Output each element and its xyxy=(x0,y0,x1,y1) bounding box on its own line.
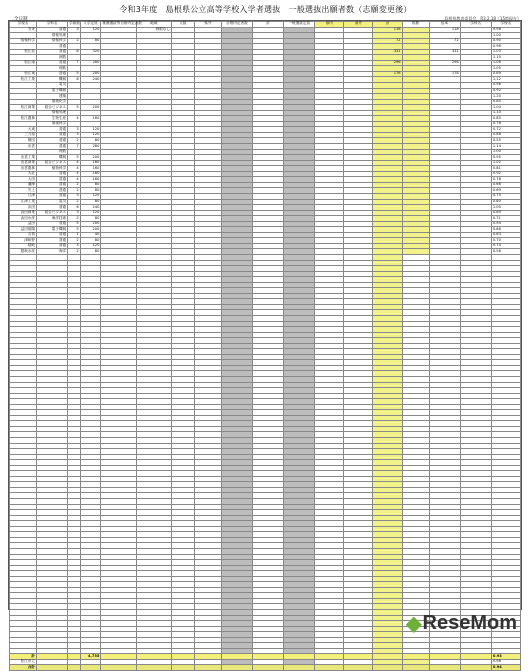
value-cell: 6 xyxy=(68,77,80,83)
resemom-logo xyxy=(406,611,517,636)
value-cell: 0.86 xyxy=(491,227,520,233)
value-cell: 5 xyxy=(68,155,80,161)
value-cell: 1.04 xyxy=(491,105,520,111)
value-cell xyxy=(80,665,101,671)
value-cell: 7 xyxy=(68,60,80,66)
value-cell: 2 xyxy=(68,199,80,205)
value-cell: 320 xyxy=(80,49,101,55)
dept-cell: 普通 xyxy=(37,193,68,199)
value-cell: 160 xyxy=(80,116,101,122)
dept-cell: 電気 xyxy=(37,83,68,89)
dept-cell: 普通 xyxy=(37,44,68,50)
column-header: 県外 xyxy=(194,22,221,28)
value-cell: 6 xyxy=(68,205,80,211)
value-cell: 80 xyxy=(80,138,101,144)
value-cell: 160 xyxy=(80,171,101,177)
dept-cell: 普通 xyxy=(37,205,68,211)
value-cell: 80 xyxy=(80,238,101,244)
dept-cell: 普通 xyxy=(37,127,68,133)
column-header: 推薦選抜等合格内定者数 xyxy=(102,21,142,26)
value-cell: 0.70 xyxy=(491,238,520,244)
dept-cell: 情報科学 xyxy=(37,38,68,44)
dept-cell: 普通 xyxy=(37,171,68,177)
value-cell: 1.05 xyxy=(491,66,520,72)
value-cell: 5 xyxy=(68,105,80,111)
value-cell: 5 xyxy=(68,71,80,77)
value-cell xyxy=(344,665,373,671)
school-cell: 津和野 xyxy=(10,238,37,244)
value-cell xyxy=(429,665,460,671)
column-header: 計 xyxy=(373,22,402,28)
value-cell: 240 xyxy=(80,205,101,211)
value-cell: 200 xyxy=(80,155,101,161)
value-cell: 120 xyxy=(80,127,101,133)
dept-cell: 建築 xyxy=(37,94,68,100)
value-cell: 80 xyxy=(80,249,101,255)
value-cell: 118 xyxy=(373,27,402,33)
value-cell: 120 xyxy=(80,210,101,216)
dept-cell: 環境科学 xyxy=(37,121,68,127)
school-cell: 横田 xyxy=(10,138,37,144)
column-header: 学科名 xyxy=(37,22,68,28)
value-cell: 0.92 xyxy=(491,171,520,177)
value-cell: 0.74 xyxy=(491,243,520,249)
value-cell: 0.75 xyxy=(491,193,520,199)
dept-cell: 普通 xyxy=(37,60,68,66)
column-header: 県内 xyxy=(315,22,344,28)
value-cell: 4 xyxy=(68,166,80,172)
dept-cell: 機械 xyxy=(37,155,68,161)
value-cell: 120 xyxy=(80,132,101,138)
dept-cell: 普通 xyxy=(37,182,68,188)
column-header: 学校名 xyxy=(491,22,520,28)
value-cell: 0.96 xyxy=(491,83,520,89)
column-header: 合格内定者数 xyxy=(221,22,252,28)
dept-cell: 普通 xyxy=(37,49,68,55)
value-cell: 200 xyxy=(80,105,101,111)
dept-cell: 理数 xyxy=(37,55,68,61)
value-cell: 178 xyxy=(373,71,402,77)
value-cell: 1.00 xyxy=(491,33,520,39)
value-cell: 0.94 xyxy=(491,221,520,227)
value-cell: 5 xyxy=(68,221,80,227)
dept-cell: 電子機械 xyxy=(37,88,68,94)
value-cell: 1.03 xyxy=(491,49,520,55)
school-cell: 益田 xyxy=(10,221,37,227)
value-cell xyxy=(373,665,402,671)
column-header: 学科名 xyxy=(460,22,491,28)
value-cell: 0.90 xyxy=(491,38,520,44)
value-cell: 0.66 xyxy=(491,182,520,188)
value-cell: 1.02 xyxy=(491,160,520,166)
value-cell: 0.78 xyxy=(491,121,520,127)
value-cell: 3 xyxy=(68,27,80,33)
school-cell: 出雲 xyxy=(10,144,37,150)
logo-text: ReseMom xyxy=(422,612,517,634)
school-cell: 隠岐水産 xyxy=(10,249,37,255)
school-cell: 松江工業 xyxy=(10,77,37,83)
value-cell: 2 xyxy=(68,249,80,255)
dept-cell: 普通 xyxy=(37,27,68,33)
value-cell: 72 xyxy=(429,38,460,44)
value-cell: 0.89 xyxy=(491,71,520,77)
value-cell: 0.94 xyxy=(491,665,520,671)
dept-cell: 理数 xyxy=(37,66,68,72)
value-cell: 1.00 xyxy=(491,149,520,155)
value-cell: 296 xyxy=(429,60,460,66)
value-cell: 0.69 xyxy=(491,188,520,194)
dept-cell: 普通 xyxy=(37,188,68,194)
value-cell: 0.88 xyxy=(491,132,520,138)
value-cell: 160 xyxy=(80,160,101,166)
dept-cell: 情報処理 xyxy=(37,33,68,39)
issuer-note: 島根県教育委員会 R3.2.18（15時現在） xyxy=(444,16,521,21)
dept-cell: 生物生産 xyxy=(37,116,68,122)
value-cell: 120 xyxy=(80,193,101,199)
value-cell: 2 xyxy=(68,238,80,244)
value-cell: 1.06 xyxy=(491,60,520,66)
value-cell: 120 xyxy=(80,243,101,249)
value-cell: 0.95 xyxy=(491,155,520,161)
dept-cell: 普通 xyxy=(37,132,68,138)
dept-cell: 普通 xyxy=(37,243,68,249)
school-cell: 邇摩 xyxy=(10,182,37,188)
value-cell: 296 xyxy=(373,60,402,66)
school-cell: 計 xyxy=(10,654,37,660)
dept-cell: 総合ビジネス xyxy=(37,105,68,111)
value-cell: 331 xyxy=(429,49,460,55)
value-cell: 0.93 xyxy=(491,654,520,660)
school-cell: 出雲商業 xyxy=(10,160,37,166)
school-cell: 大東 xyxy=(10,127,37,133)
dept-cell: 普通 xyxy=(37,221,68,227)
school-cell: 出雲工業 xyxy=(10,155,37,161)
column-header: 入学定員 xyxy=(80,22,101,28)
school-cell: 江津工業 xyxy=(10,199,37,205)
value-cell: 0.58 xyxy=(491,249,520,255)
value-cell: 4 xyxy=(68,116,80,122)
applicants-table xyxy=(9,21,521,671)
value-cell: 280 xyxy=(80,60,101,66)
value-cell: 2 xyxy=(68,182,80,188)
value-cell: 280 xyxy=(80,144,101,150)
value-cell xyxy=(136,665,171,671)
value-cell: 3 xyxy=(68,210,80,216)
column-header: 県外 xyxy=(344,22,373,28)
value-cell: 8 xyxy=(68,49,80,55)
value-cell xyxy=(68,665,80,671)
dept-cell: 環境化学 xyxy=(37,99,68,105)
value-cell: 1 xyxy=(68,232,80,238)
dept-cell: 普通 xyxy=(37,232,68,238)
value-cell: 0.63 xyxy=(491,232,520,238)
value-cell: 0.80 xyxy=(491,99,520,105)
value-cell: 3 xyxy=(68,127,80,133)
value-cell: 3 xyxy=(68,132,80,138)
value-cell: 1.14 xyxy=(491,144,520,150)
school-cell: 松江農林 xyxy=(10,116,37,122)
value-cell: 0.98 xyxy=(491,659,520,665)
dept-cell: 植物科学 xyxy=(37,166,68,172)
school-cell: 松江東 xyxy=(10,71,37,77)
school-cell: 出雲農林 xyxy=(10,166,37,172)
value-cell: 1.12 xyxy=(491,77,520,83)
school-cell: 松江北 xyxy=(10,49,37,55)
column-header: 学級数 xyxy=(69,21,80,26)
school-cell: 大社 xyxy=(10,171,37,177)
school-cell: 松江商業 xyxy=(10,105,37,111)
value-cell: 3 xyxy=(68,193,80,199)
column-header: 地域 xyxy=(136,22,171,28)
dept-cell: 電気 xyxy=(37,199,68,205)
value-cell: 0.78 xyxy=(491,177,520,183)
value-cell: 5 xyxy=(68,227,80,233)
value-cell: 1.05 xyxy=(491,205,520,211)
value-cell: 0.71 xyxy=(491,216,520,222)
value-cell: 80 xyxy=(80,188,101,194)
school-cell: 浜田水産 xyxy=(10,216,37,222)
dept-cell: 総合ビジネス xyxy=(37,160,68,166)
value-cell: 2 xyxy=(68,188,80,194)
value-cell: 0.92 xyxy=(491,88,520,94)
value-cell xyxy=(402,665,429,671)
value-cell: 160 xyxy=(80,166,101,172)
value-cell: 制限なし xyxy=(136,27,171,33)
school-cell: 三刀屋 xyxy=(10,132,37,138)
dept-cell: 電子機械 xyxy=(37,227,68,233)
value-cell: 1.10 xyxy=(491,110,520,116)
column-header: 学校名 xyxy=(10,22,37,28)
school-cell: 江津 xyxy=(10,193,37,199)
value-cell: 0.81 xyxy=(491,166,520,172)
dept-cell: 普通 xyxy=(37,138,68,144)
school-cell: 大田 xyxy=(10,177,37,183)
value-cell: 4 xyxy=(68,177,80,183)
value-cell: 2 xyxy=(68,216,80,222)
value-cell: 200 xyxy=(80,71,101,77)
value-cell: 200 xyxy=(80,221,101,227)
value-cell xyxy=(194,665,221,671)
column-header: 人数 xyxy=(172,22,195,28)
dept-cell: 総合ビジネス xyxy=(37,210,68,216)
value-cell: 4 xyxy=(68,171,80,177)
value-cell: 0.85 xyxy=(491,116,520,122)
value-cell xyxy=(101,665,136,671)
dept-cell xyxy=(37,665,68,671)
dept-cell: 理数 xyxy=(37,149,68,155)
dept-cell: 普通 xyxy=(37,177,68,183)
school-cell: 情報科学 xyxy=(10,38,37,44)
value-cell: 2 xyxy=(68,138,80,144)
document-title: 令和3年度 島根県公立高等学校入学者選抜 一般選抜出願者数（志願変更後） xyxy=(119,5,412,14)
logo-mark-icon: ◆ xyxy=(406,613,422,635)
value-cell: 160 xyxy=(80,177,101,183)
school-cell: 合計 xyxy=(10,665,37,671)
column-header: 推薦 xyxy=(402,22,429,28)
value-cell xyxy=(172,665,195,671)
value-cell: 0.72 xyxy=(491,127,520,133)
dept-cell: 普通 xyxy=(37,238,68,244)
value-cell: 80 xyxy=(80,199,101,205)
value-cell xyxy=(460,665,491,671)
value-cell: 120 xyxy=(80,27,101,33)
value-cell: 4,735 xyxy=(80,654,101,660)
column-header: 計 xyxy=(253,22,284,28)
value-cell: 72 xyxy=(373,38,402,44)
value-cell: 3 xyxy=(68,243,80,249)
value-cell: 80 xyxy=(80,216,101,222)
column-header: 倍率 xyxy=(429,22,460,28)
value-cell: 0.89 xyxy=(491,210,520,216)
value-cell xyxy=(221,665,252,671)
value-cell: 7 xyxy=(68,144,80,150)
value-cell xyxy=(284,665,315,671)
school-cell: 松江市立 xyxy=(10,659,37,665)
dept-cell: 海洋技術 xyxy=(37,216,68,222)
value-cell: 240 xyxy=(80,77,101,83)
school-cell: 松江南 xyxy=(10,60,37,66)
dept-cell: 普通 xyxy=(37,71,68,77)
school-cell: 浜田 xyxy=(10,205,37,211)
school-cell: 隠岐 xyxy=(10,243,37,249)
school-cell: 安来 xyxy=(10,27,37,33)
school-cell: 浜田商業 xyxy=(10,210,37,216)
value-cell: 200 xyxy=(80,227,101,233)
value-cell: 1.10 xyxy=(491,55,520,61)
value-cell: 331 xyxy=(373,49,402,55)
section-label: 全日制 xyxy=(14,17,28,22)
value-cell: 0.60 xyxy=(491,199,520,205)
value-cell: 0.96 xyxy=(491,44,520,50)
value-cell: 2 xyxy=(68,38,80,44)
dept-cell: 情報処理 xyxy=(37,110,68,116)
value-cell: 178 xyxy=(429,71,460,77)
value-cell: 1.20 xyxy=(491,94,520,100)
value-cell: 80 xyxy=(80,182,101,188)
table-row xyxy=(10,665,521,671)
value-cell: 80 xyxy=(80,38,101,44)
value-cell: 0.55 xyxy=(491,138,520,144)
school-cell: 益田翔陽 xyxy=(10,227,37,233)
school-cell: 矢上 xyxy=(10,188,37,194)
value-cell: 4 xyxy=(68,160,80,166)
value-cell xyxy=(315,665,344,671)
value-cell: 0.98 xyxy=(491,27,520,33)
school-cell: 吉賀 xyxy=(10,232,37,238)
dept-cell: 機械 xyxy=(37,77,68,83)
dept-cell: 普通 xyxy=(37,144,68,150)
value-cell xyxy=(253,665,284,671)
dept-cell: 海洋 xyxy=(37,249,68,255)
value-cell: 118 xyxy=(429,27,460,33)
value-cell: 40 xyxy=(80,232,101,238)
column-header: 一般選抜定員 xyxy=(284,22,315,28)
